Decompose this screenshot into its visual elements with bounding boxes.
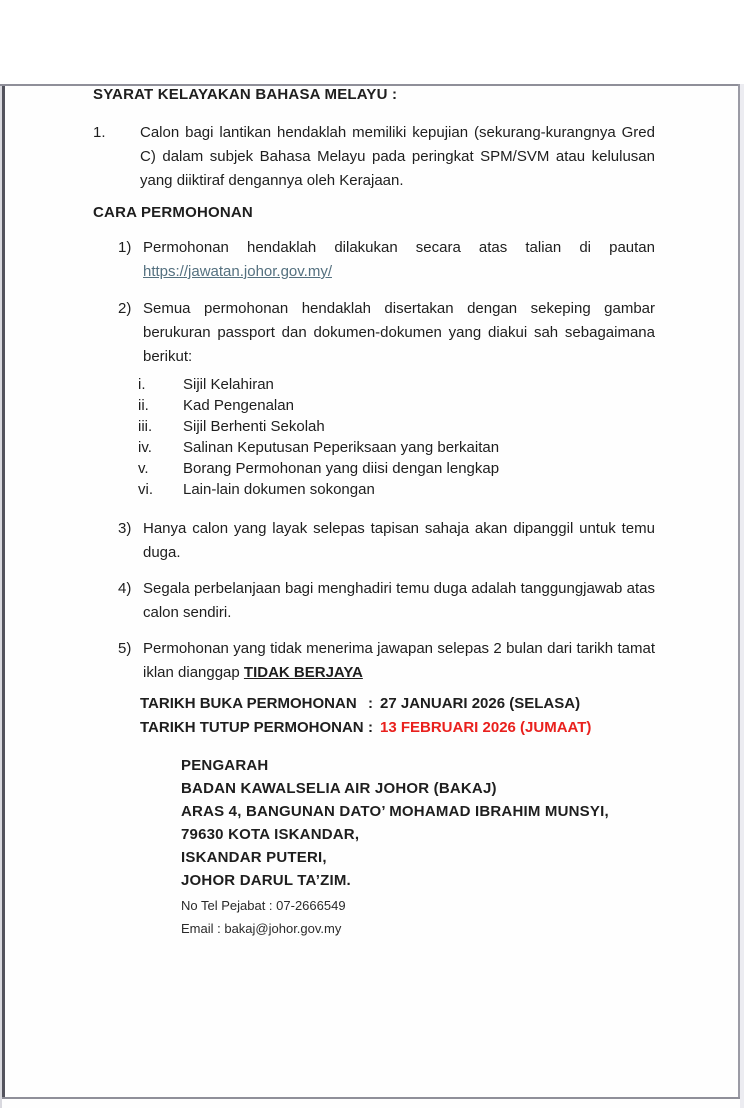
document-list-item <box>138 479 655 500</box>
document-label: Salinan Keputusan Peperiksaan yang berkaitan <box>183 439 500 456</box>
close-date-row: TARIKH TUTUP PERMOHONAN : 13 FEBRUARI 2026 (JUMAAT) <box>140 716 655 740</box>
roman-numeral: iv. <box>138 439 152 456</box>
step-5-number: 5) <box>118 640 132 657</box>
document-page <box>0 84 744 1108</box>
document-label: Sijil Kelahiran <box>183 376 274 393</box>
step-1-text: Permohonan hendaklah dilakukan secara atas talian di pautan <box>143 239 655 256</box>
address-line-director: PENGARAH <box>181 757 269 774</box>
roman-numeral: ii. <box>138 397 149 414</box>
application-url-link[interactable]: https://jawatan.johor.gov.my/ <box>143 263 332 280</box>
open-date-value: 27 JANUARI 2026 (SELASA) <box>380 695 581 712</box>
numbered-item-1 <box>93 121 655 193</box>
close-date-value: 13 FEBRUARI 2026 (JUMAAT) <box>380 719 592 736</box>
contact-block <box>181 894 655 940</box>
roman-numeral: iii. <box>138 418 153 435</box>
close-date-label: TARIKH TUTUP PERMOHONAN <box>140 719 364 736</box>
document-list-item <box>138 416 655 437</box>
document-checklist <box>138 374 655 500</box>
address-line-state: JOHOR DARUL TA’ZIM. <box>181 872 351 889</box>
step-2-text: Semua permohonan hendaklah disertakan dengan sekeping gambar berukuran passport dan dokumen-dokumen yang diakui sah sebagaimana berikut: <box>143 300 655 365</box>
step-1-number: 1) <box>118 239 132 256</box>
document-label: Kad Pengenalan <box>183 397 294 414</box>
section-heading-syarat-kelayakan: SYARAT KELAYAKAN BAHASA MELAYU : <box>93 86 398 103</box>
step-3-text: Hanya calon yang layak selepas tapisan sahaja akan dipanggil untuk temu duga. <box>143 520 655 561</box>
step-1 <box>118 236 655 284</box>
step-5 <box>118 637 655 685</box>
application-dates <box>140 692 655 740</box>
address-line-city: ISKANDAR PUTERI, <box>181 849 327 866</box>
office-email: Email : bakaj@johor.gov.my <box>181 921 342 936</box>
open-date-label: TARIKH BUKA PERMOHONAN <box>140 695 357 712</box>
address-line-postcode: 79630 KOTA ISKANDAR, <box>181 826 360 843</box>
step-3 <box>118 517 655 565</box>
tidak-berjaya-emphasis: TIDAK BERJAYA <box>243 664 363 681</box>
address-line-building: ARAS 4, BANGUNAN DATO’ MOHAMAD IBRAHIM MUNSYI, <box>181 803 609 820</box>
document-list-item <box>138 437 655 458</box>
roman-numeral: i. <box>138 376 146 393</box>
document-list-item <box>138 395 655 416</box>
step-2 <box>118 297 655 369</box>
item-1-number: 1. <box>93 124 106 141</box>
document-list-item <box>138 374 655 395</box>
roman-numeral: v. <box>138 460 149 477</box>
section-heading-cara-permohonan: CARA PERMOHONAN <box>93 204 253 221</box>
address-line-agency: BADAN KAWALSELIA AIR JOHOR (BAKAJ) <box>181 780 497 797</box>
address-block <box>181 754 655 892</box>
page-border-bottom <box>2 1097 740 1099</box>
document-list-item <box>138 458 655 479</box>
document-content <box>0 84 744 940</box>
step-2-number: 2) <box>118 300 132 317</box>
document-label: Borang Permohonan yang diisi dengan lengkap <box>183 460 500 477</box>
document-label: Sijil Berhenti Sekolah <box>183 418 325 435</box>
step-4-text: Segala perbelanjaan bagi menghadiri temu duga adalah tanggungjawab atas calon sendiri. <box>143 580 655 621</box>
step-3-number: 3) <box>118 520 132 537</box>
office-phone: No Tel Pejabat : 07-2666549 <box>181 898 346 913</box>
open-date-row: TARIKH BUKA PERMOHONAN : 27 JANUARI 2026 (SELASA) <box>140 692 655 716</box>
step-4 <box>118 577 655 625</box>
step-4-number: 4) <box>118 580 132 597</box>
item-1-text: Calon bagi lantikan hendaklah memiliki kepujian (sekurang-kurangnya Gred C) dalam subjek Bahasa Melayu pada peringkat SPM/SVM atau kelulusan yang diiktiraf dengannya oleh Kerajaan. <box>140 124 655 189</box>
document-label: Lain-lain dokumen sokongan <box>183 481 375 498</box>
step-5-text: Permohonan yang tidak menerima jawapan selepas 2 bulan dari tarikh tamat iklan dianggap TIDAK BERJAYA <box>143 640 655 681</box>
roman-numeral: vi. <box>138 481 153 498</box>
